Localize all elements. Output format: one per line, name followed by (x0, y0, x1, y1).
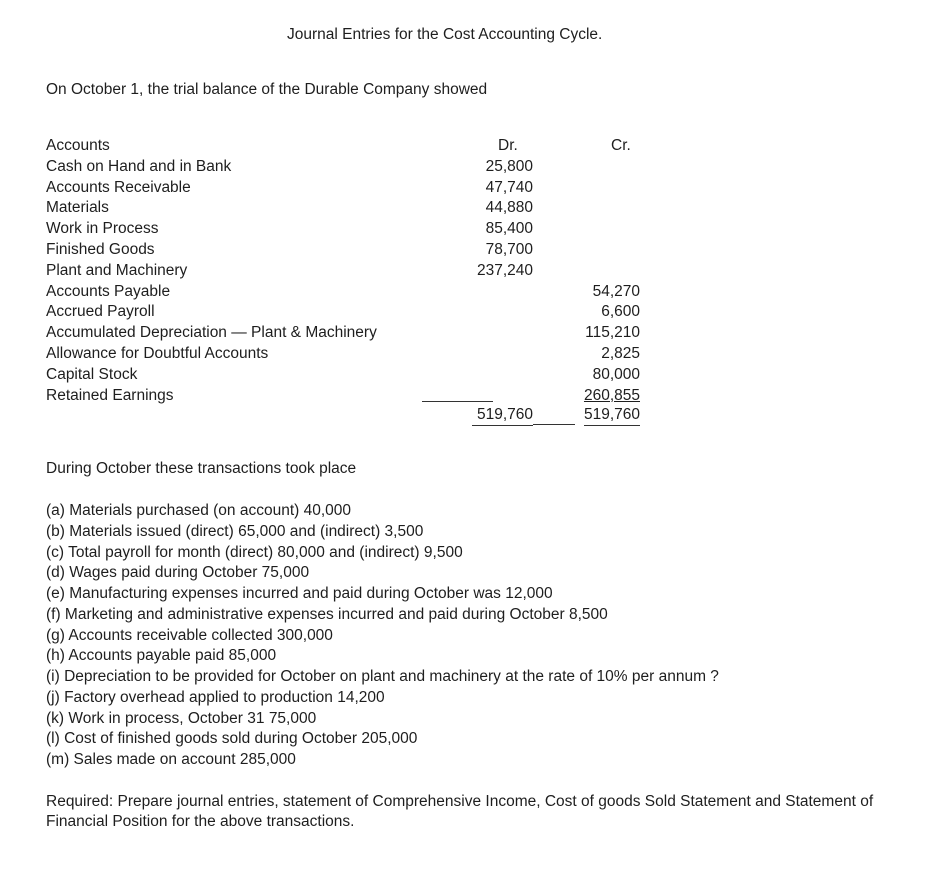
list-item: (b) Materials issued (direct) 65,000 and (indirect) 3,500 (46, 522, 424, 540)
credit-value: 54,270 (592, 282, 640, 300)
list-item: (e) Manufacturing expenses incurred and paid during October was 12,000 (46, 585, 553, 602)
account-name: Accounts Payable (46, 282, 171, 300)
list-item: (f) Marketing and administrative expenses incurred and paid during October 8,500 (46, 605, 608, 623)
table-row (46, 178, 646, 199)
page-title: Journal Entries for the Cost Accounting Cycle. (287, 26, 603, 43)
required-instructions: Required: Prepare journal entries, statement of Comprehensive Income, Cost of goods Sold Statement and Statement of Financial Position for the above transactions. (46, 793, 874, 830)
total-row (46, 405, 646, 425)
debit-value: 85,400 (485, 220, 533, 238)
credit-value: 260,855 (583, 386, 640, 404)
account-name: Allowance for Doubtful Accounts (46, 344, 269, 362)
account-name: Work in Process (46, 220, 159, 238)
table-row (46, 157, 646, 178)
credit-header: Cr. (611, 137, 631, 154)
table-row (46, 344, 646, 365)
account-name: Plant and Machinery (46, 261, 188, 279)
table-row (46, 302, 646, 323)
credit-value: 115,210 (585, 324, 640, 342)
debit-value: 78,700 (485, 240, 533, 258)
account-name: Accounts Receivable (46, 178, 191, 196)
list-item: (g) Accounts receivable collected 300,000 (46, 626, 333, 644)
accounts-header: Accounts (46, 137, 110, 154)
account-name: Accrued Payroll (46, 303, 155, 321)
intro-text: On October 1, the trial balance of the Durable Company showed (46, 81, 488, 98)
account-name: Retained Earnings (46, 386, 174, 404)
trial-balance-header (46, 136, 646, 157)
total-underline (533, 424, 575, 425)
table-row (46, 219, 646, 240)
credit-value: 2,825 (601, 344, 640, 362)
table-row (46, 365, 646, 386)
transactions-intro: During October these transactions took place (46, 460, 357, 477)
list-item: (d) Wages paid during October 75,000 (46, 564, 310, 582)
list-item: (h) Accounts payable paid 85,000 (46, 647, 277, 665)
debit-value: 44,880 (485, 199, 533, 217)
debit-value: 47,740 (485, 178, 533, 196)
debit-total: 519,760 (472, 405, 533, 426)
table-row (46, 386, 646, 407)
debit-subtotal-rule (422, 401, 493, 402)
table-row (46, 261, 646, 282)
list-item: (k) Work in process, October 31 75,000 (46, 709, 317, 727)
credit-total: 519,760 (584, 405, 640, 426)
list-item: (m) Sales made on account 285,000 (46, 751, 296, 768)
account-name: Capital Stock (46, 365, 138, 383)
transactions-list (46, 501, 719, 771)
trial-balance-table (46, 136, 646, 423)
list-item: (c) Total payroll for month (direct) 80,000 and (indirect) 9,500 (46, 543, 463, 561)
list-item: (i) Depreciation to be provided for October on plant and machinery at the rate of 10% per annum ? (46, 668, 719, 685)
account-name: Materials (46, 199, 109, 217)
account-name: Accumulated Depreciation — Plant & Machinery (46, 324, 377, 342)
list-item: (l) Cost of finished goods sold during October 205,000 (46, 730, 418, 748)
account-name: Finished Goods (46, 240, 155, 258)
debit-header: Dr. (498, 137, 518, 154)
debit-value: 25,800 (485, 157, 533, 175)
table-row (46, 240, 646, 261)
table-row (46, 198, 646, 219)
debit-value: 237,240 (476, 261, 533, 279)
table-row (46, 323, 646, 344)
list-item: (j) Factory overhead applied to production 14,200 (46, 688, 385, 706)
account-name: Cash on Hand and in Bank (46, 157, 232, 175)
credit-value: 80,000 (592, 365, 640, 383)
table-row (46, 282, 646, 303)
credit-value: 6,600 (601, 303, 640, 321)
list-item: (a) Materials purchased (on account) 40,000 (46, 502, 351, 519)
